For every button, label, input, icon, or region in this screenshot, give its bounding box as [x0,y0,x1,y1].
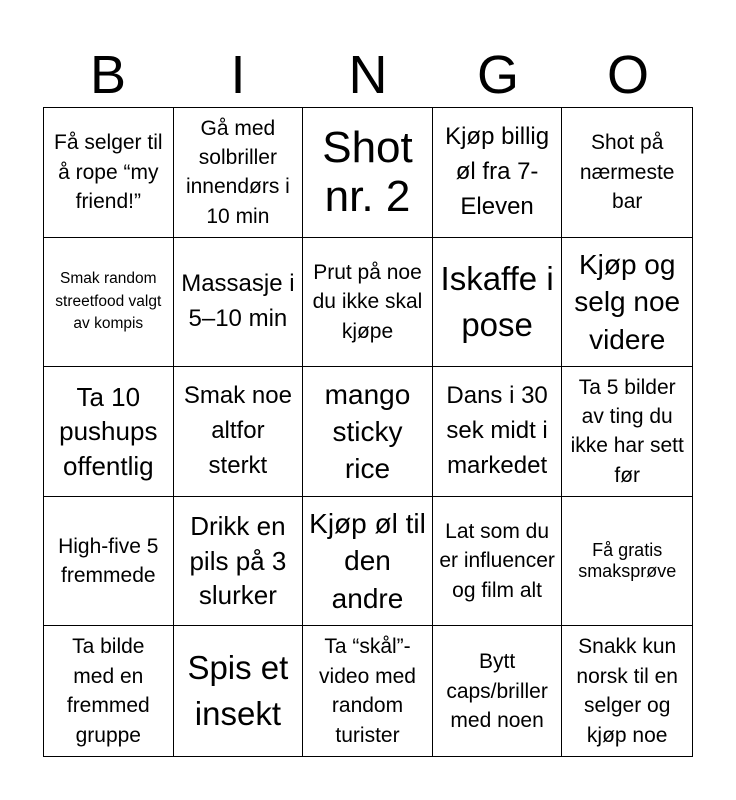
header-letter-i: I [230,45,246,105]
bingo-cell[interactable]: mango sticky rice [303,367,433,497]
bingo-header [43,44,693,106]
bingo-cell[interactable]: Prut på noe du ikke skal kjøpe [303,238,433,368]
bingo-cell[interactable]: Ta “skål”-video med random turister [303,626,433,756]
bingo-cell[interactable]: Shot på nærmeste bar [562,108,692,238]
bingo-cell[interactable]: Kjøp øl til den andre [303,497,433,627]
header-letter-b: B [89,45,127,105]
header-letter-g: G [476,45,519,105]
bingo-cell[interactable]: Ta bilde med en fremmed gruppe [44,626,174,756]
bingo-cell[interactable]: Shot nr. 2 [303,108,433,238]
header-letter-n: N [348,45,388,105]
header-letter-o: O [606,45,649,105]
bingo-cell[interactable]: Lat som du er influencer og film alt [433,497,563,627]
bingo-cell[interactable]: Ta 10 pushups offentlig [44,367,174,497]
bingo-cell[interactable]: Bytt caps/briller med noen [433,626,563,756]
bingo-board [43,107,693,757]
bingo-cell[interactable]: Ta 5 bilder av ting du ikke har sett før [562,367,692,497]
bingo-cell[interactable]: Smak noe altfor sterkt [174,367,304,497]
bingo-cell[interactable]: Dans i 30 sek midt i markedet [433,367,563,497]
bingo-cell[interactable]: Smak random streetfood valgt av kompis [44,238,174,368]
bingo-cell[interactable]: Kjøp og selg noe videre [562,238,692,368]
bingo-cell[interactable]: Iskaffe i pose [433,238,563,368]
bingo-cell[interactable]: High-five 5 fremmede [44,497,174,627]
bingo-cell[interactable]: Få gratis smaksprøve [562,497,692,627]
bingo-cell[interactable]: Gå med solbriller innendørs i 10 min [174,108,304,238]
bingo-cell[interactable]: Få selger til å rope “my friend!” [44,108,174,238]
bingo-cell[interactable]: Kjøp billig øl fra 7-Eleven [433,108,563,238]
bingo-cell[interactable]: Massasje i 5–10 min [174,238,304,368]
bingo-cell[interactable]: Snakk kun norsk til en selger og kjøp noe [576,635,678,747]
bingo-cell[interactable]: Drikk en pils på 3 slurker [174,497,304,627]
bingo-cell[interactable]: Spis et insekt [174,626,304,756]
